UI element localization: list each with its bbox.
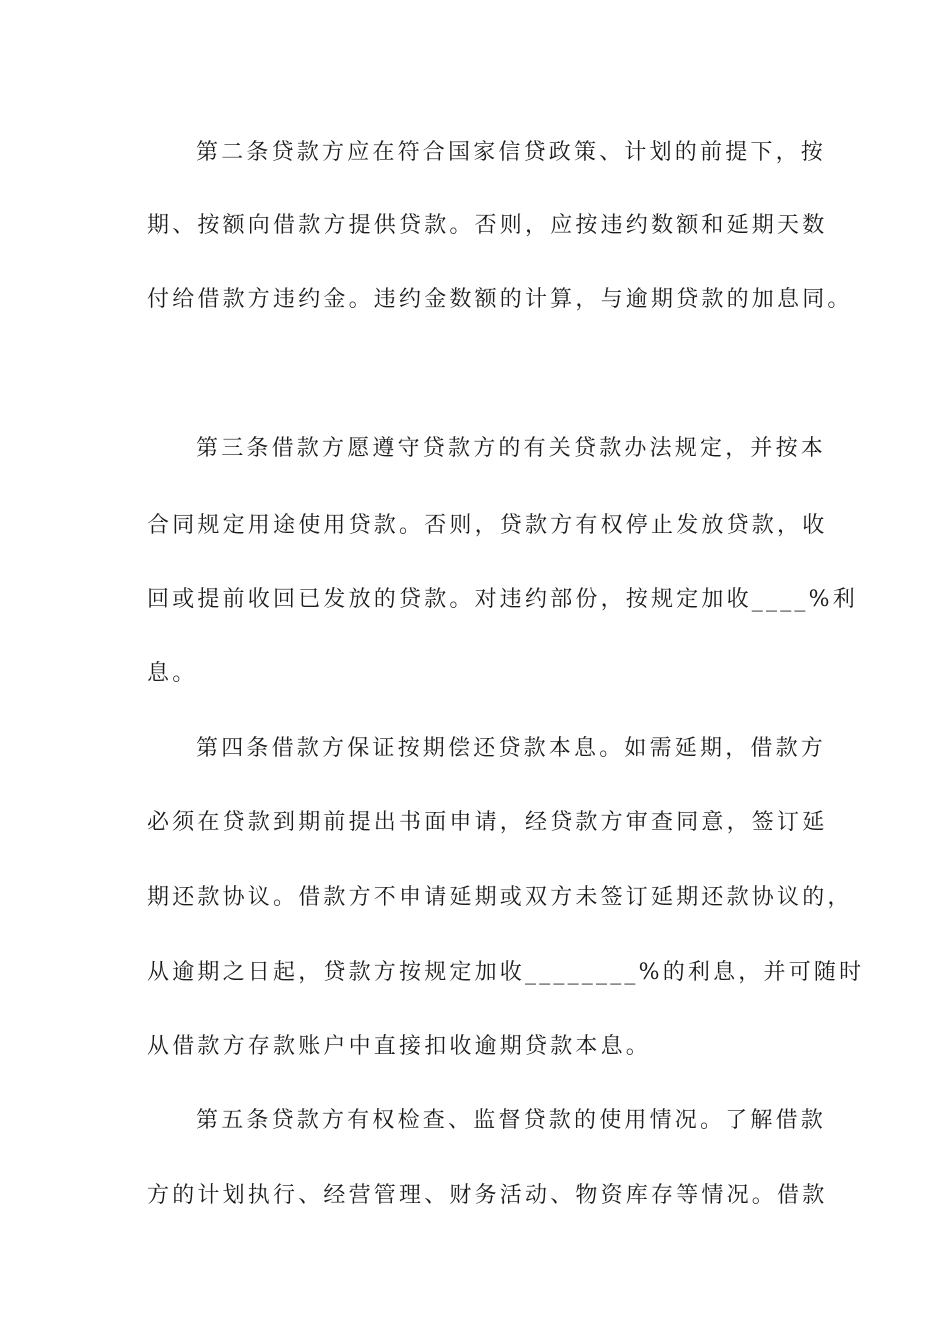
article-4-line-5: 从借款方存款账户中直接扣收逾期贷款本息。	[147, 1034, 652, 1059]
article-3-line-1: 第三条借款方愿遵守贷款方的有关贷款办法规定，并按本	[196, 436, 827, 461]
article-2-line-2: 期、按额向借款方提供贷款。否则，应按违约数额和延期天数	[147, 213, 828, 238]
article-4-line-3: 期还款协议。借款方不申请延期或双方未签订延期还款协议的，	[147, 885, 853, 910]
article-5-line-2: 方的计划执行、经营管理、财务活动、物资库存等情况。借款	[147, 1183, 828, 1208]
article-4-line-1: 第四条借款方保证按期偿还贷款本息。如需延期，借款方	[196, 736, 827, 761]
article-2-line-3: 付给借款方违约金。违约金数额的计算，与逾期贷款的加息同。	[147, 287, 853, 312]
article-5-line-1: 第五条贷款方有权检查、监督贷款的使用情况。了解借款	[196, 1108, 827, 1133]
article-3-line-2: 合同规定用途使用贷款。否则，贷款方有权停止发放贷款，收	[147, 513, 828, 538]
article-4-line-4: 从逾期之日起，贷款方按规定加收________%的利息，并可随时	[147, 960, 865, 985]
article-4-line-2: 必须在贷款到期前提出书面申请，经贷款方审查同意，签订延	[147, 810, 828, 835]
article-3-line-4: 息。	[147, 661, 198, 686]
article-3-line-3: 回或提前收回已发放的贷款。对违约部份，按规定加收____%利	[147, 587, 858, 612]
article-2-line-1: 第二条贷款方应在符合国家信贷政策、计划的前提下，按	[196, 140, 827, 165]
